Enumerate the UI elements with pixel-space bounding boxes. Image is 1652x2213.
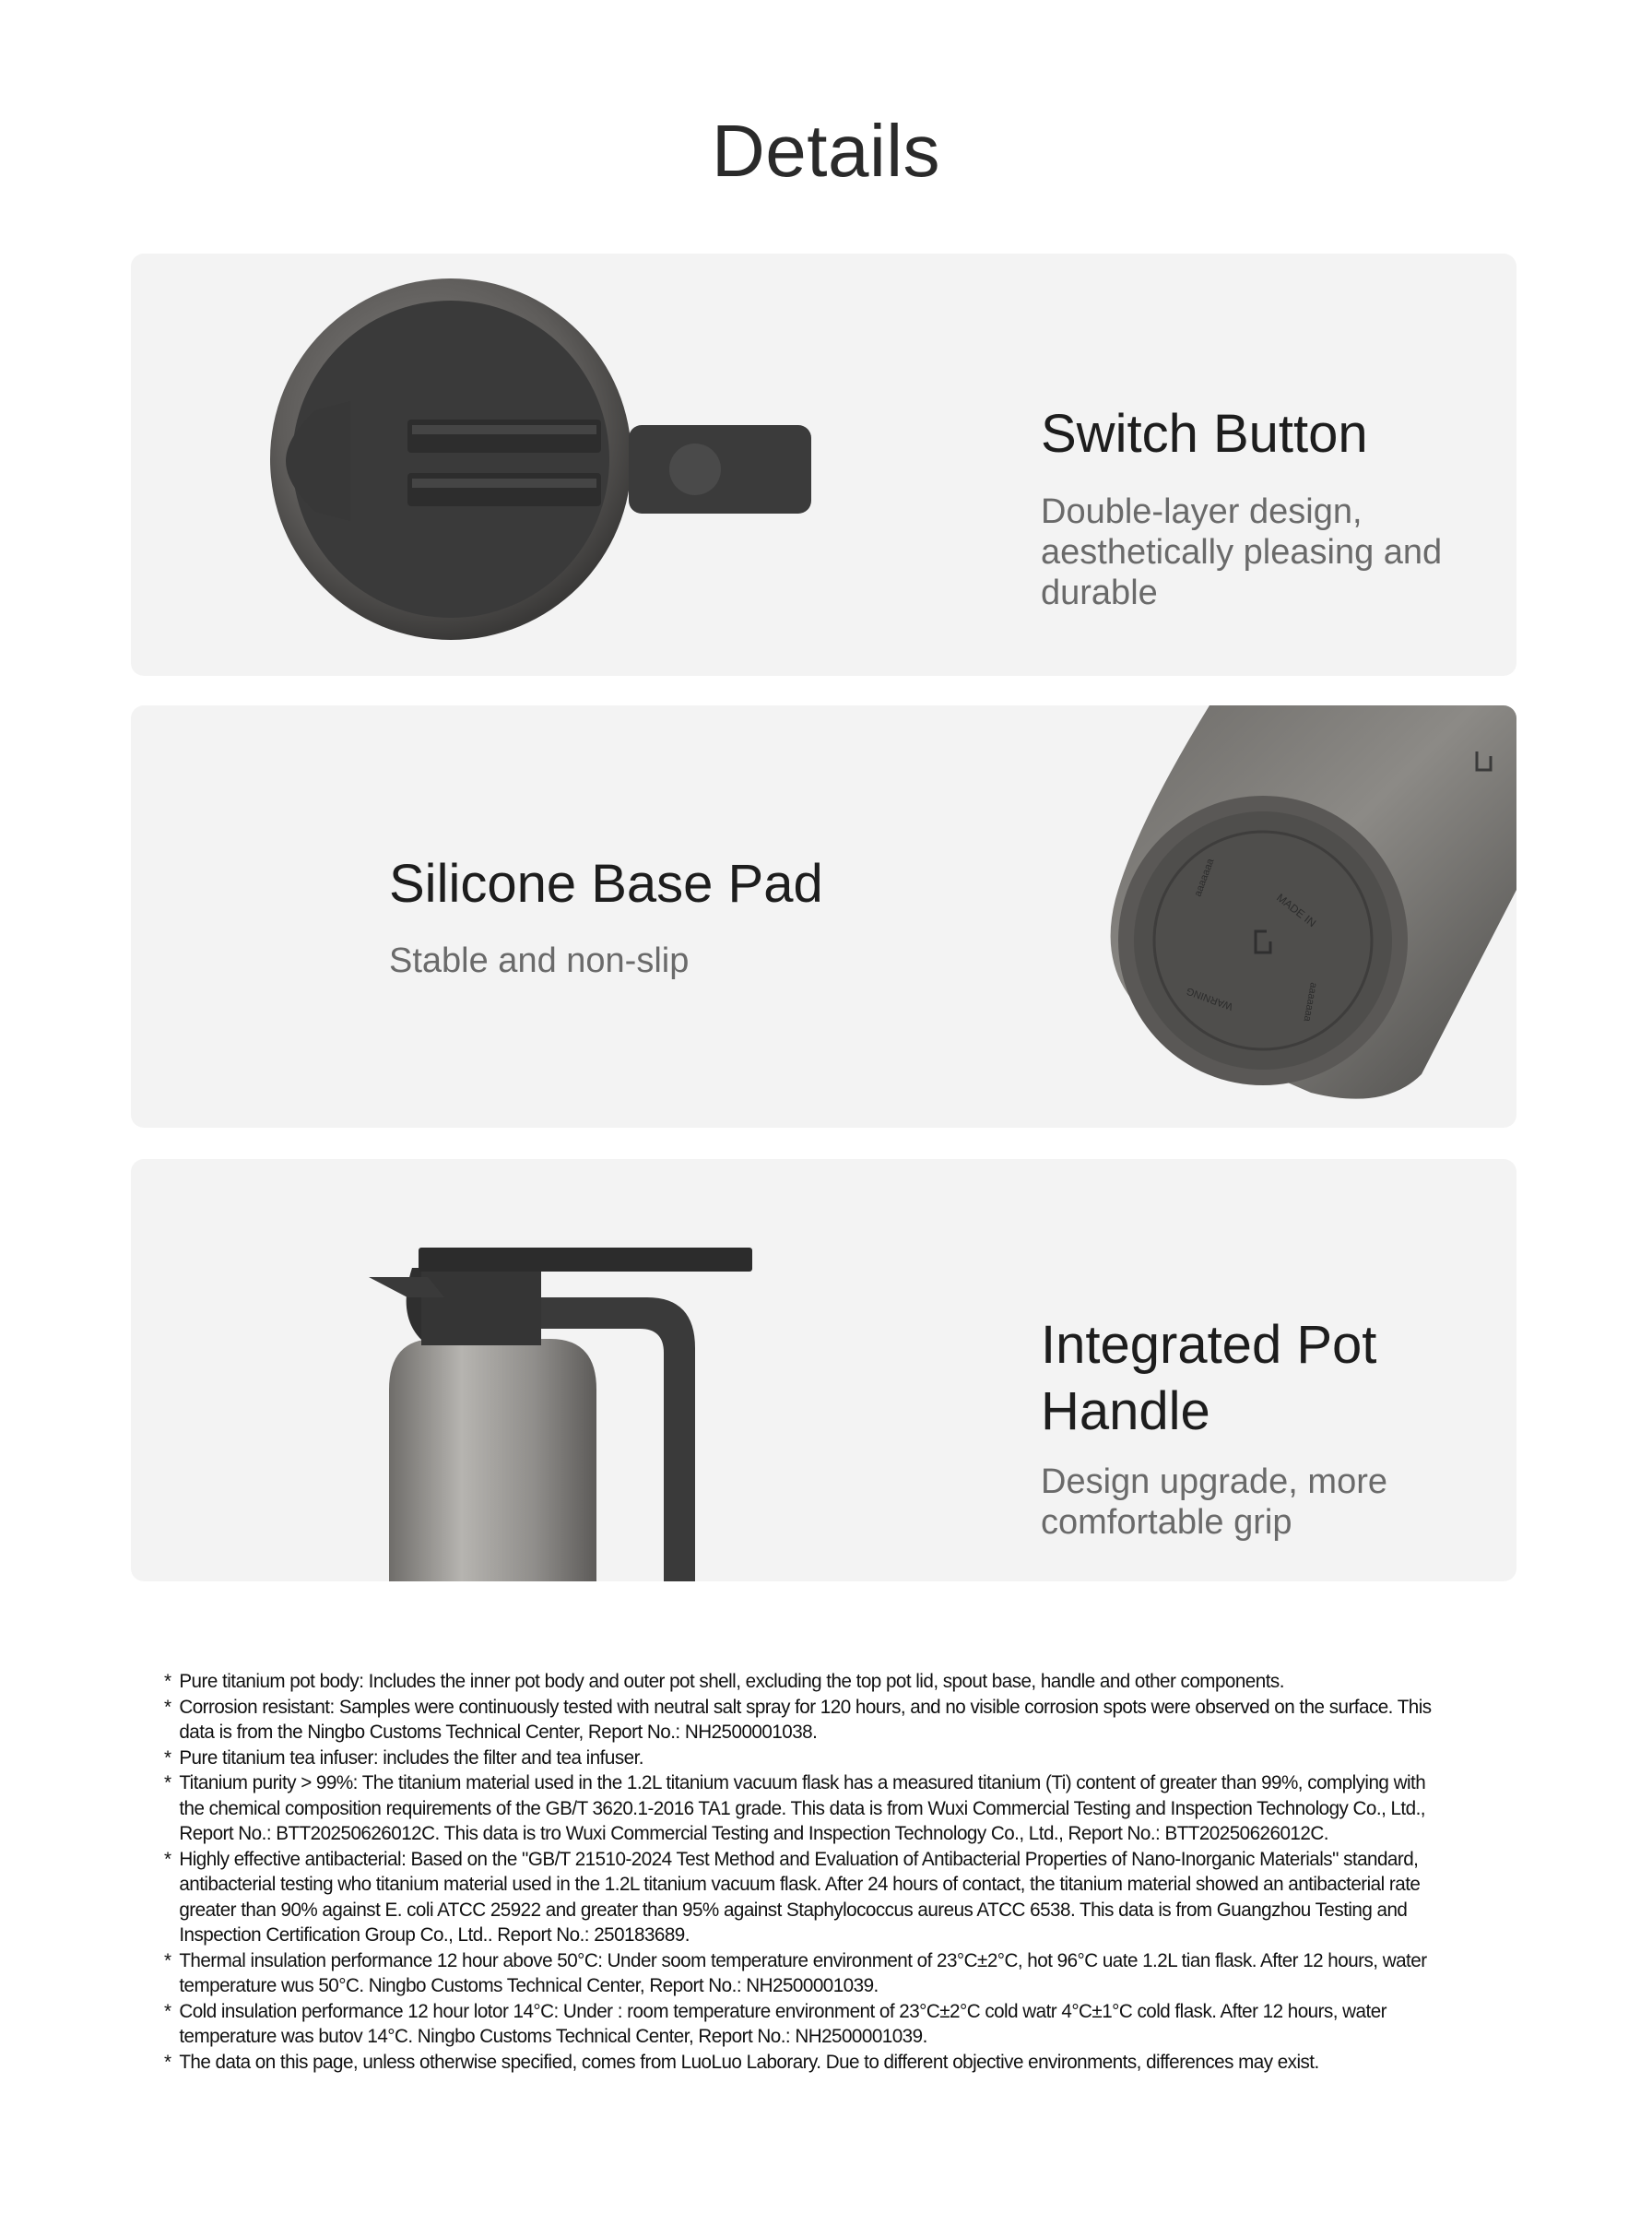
feature-card-integrated-pot-handle [131,1159,1516,1581]
footnote: * Pure titanium pot body: Includes the inner pot body and outer pot shell, excluding the top pot lid, spout base, handle and other components. [164,1669,1438,1695]
footnote: * Highly effective antibacterial: Based on the "GB/T 21510-2024 Test Method and Evaluation of Antibacterial Properties of Nano-Inorganic Materials" standard, antibacterial testing who titanium material used in the 1.2L titanium vacuum flask. After 24 hours of contact, the titanium material showed an antibacterial rate greater than 90% against E. coli ATCC 25922 and greater than 95% against Staphylococcus aureus ATCC 6538. This data is from Guangzhou Testing and Inspection Certification Group Co., Ltd.. Report No.: 250183689. [164,1847,1438,1948]
feature-card-switch-button [131,254,1516,676]
footnote: * Titanium purity > 99%: The titanium material used in the 1.2L titanium vacuum flask has a measured titanium (Ti) content of greater than 99%, complying with the chemical composition requirements of the GB/T 3620.1-2016 TA1 grade. This data is from Wuxi Commercial Testing and Inspection Technology Co., Ltd., Report No.: BTT20250626012C. This data is tro Wuxi Commercial Testing and Inspection Technology Co., Ltd., Report No.: BTT20250626012C. [164,1770,1438,1847]
feature-card-silicone-base-pad [131,705,1516,1128]
base-right-text: aaaaaaa [1301,981,1319,1023]
page-title: Details [711,110,941,192]
base-left-text: aaaaaaa [1192,857,1217,899]
footnotes [164,1669,1438,2075]
feature-description: Double-layer design, aesthetically pleasing and durable [1041,492,1443,612]
footnote: * Pure titanium tea infuser: includes the filter and tea infuser. [164,1746,1438,1771]
footnote: * Corrosion resistant: Samples were continuously tested with neutral salt spray for 120 hours, and no visible corrosion spots were observed on the surface. This data is from the Ningbo Customs Technical Center, Report No.: NH2500001038. [164,1695,1438,1746]
feature-title: Integrated Pot Handle [1041,1315,1377,1441]
footnote: * Cold insulation performance 12 hour lotor 14°C: Under : room temperature environment of 23°C±2°C cold watr 4°C±1°C cold flask. After 12 hours, water temperature was butov 14°C. Ningbo Customs Technical Center, Report No.: NH2500001039. [164,1999,1438,2050]
base-bottom-text: WARNING [1185,985,1235,1012]
feature-title: Silicone Base Pad [389,854,823,914]
footnote: * The data on this page, unless otherwise specified, comes from LuoLuo Laborary. Due to different objective environments, differences may exist. [164,2050,1438,2076]
base-made-in-text: MADE IN [1274,891,1319,930]
feature-description: Design upgrade, more comfortable grip [1041,1462,1387,1542]
feature-description: Stable and non-slip [389,941,690,980]
footnote: * Thermal insulation performance 12 hour above 50°C: Under soom temperature environment of 23°C±2°C, hot 96°C uate 1.2L tian flask. After 12 hours, water temperature wus 50°C. Ningbo Customs Technical Center, Report No.: NH2500001039. [164,1948,1438,1999]
feature-title: Switch Button [1041,404,1368,464]
